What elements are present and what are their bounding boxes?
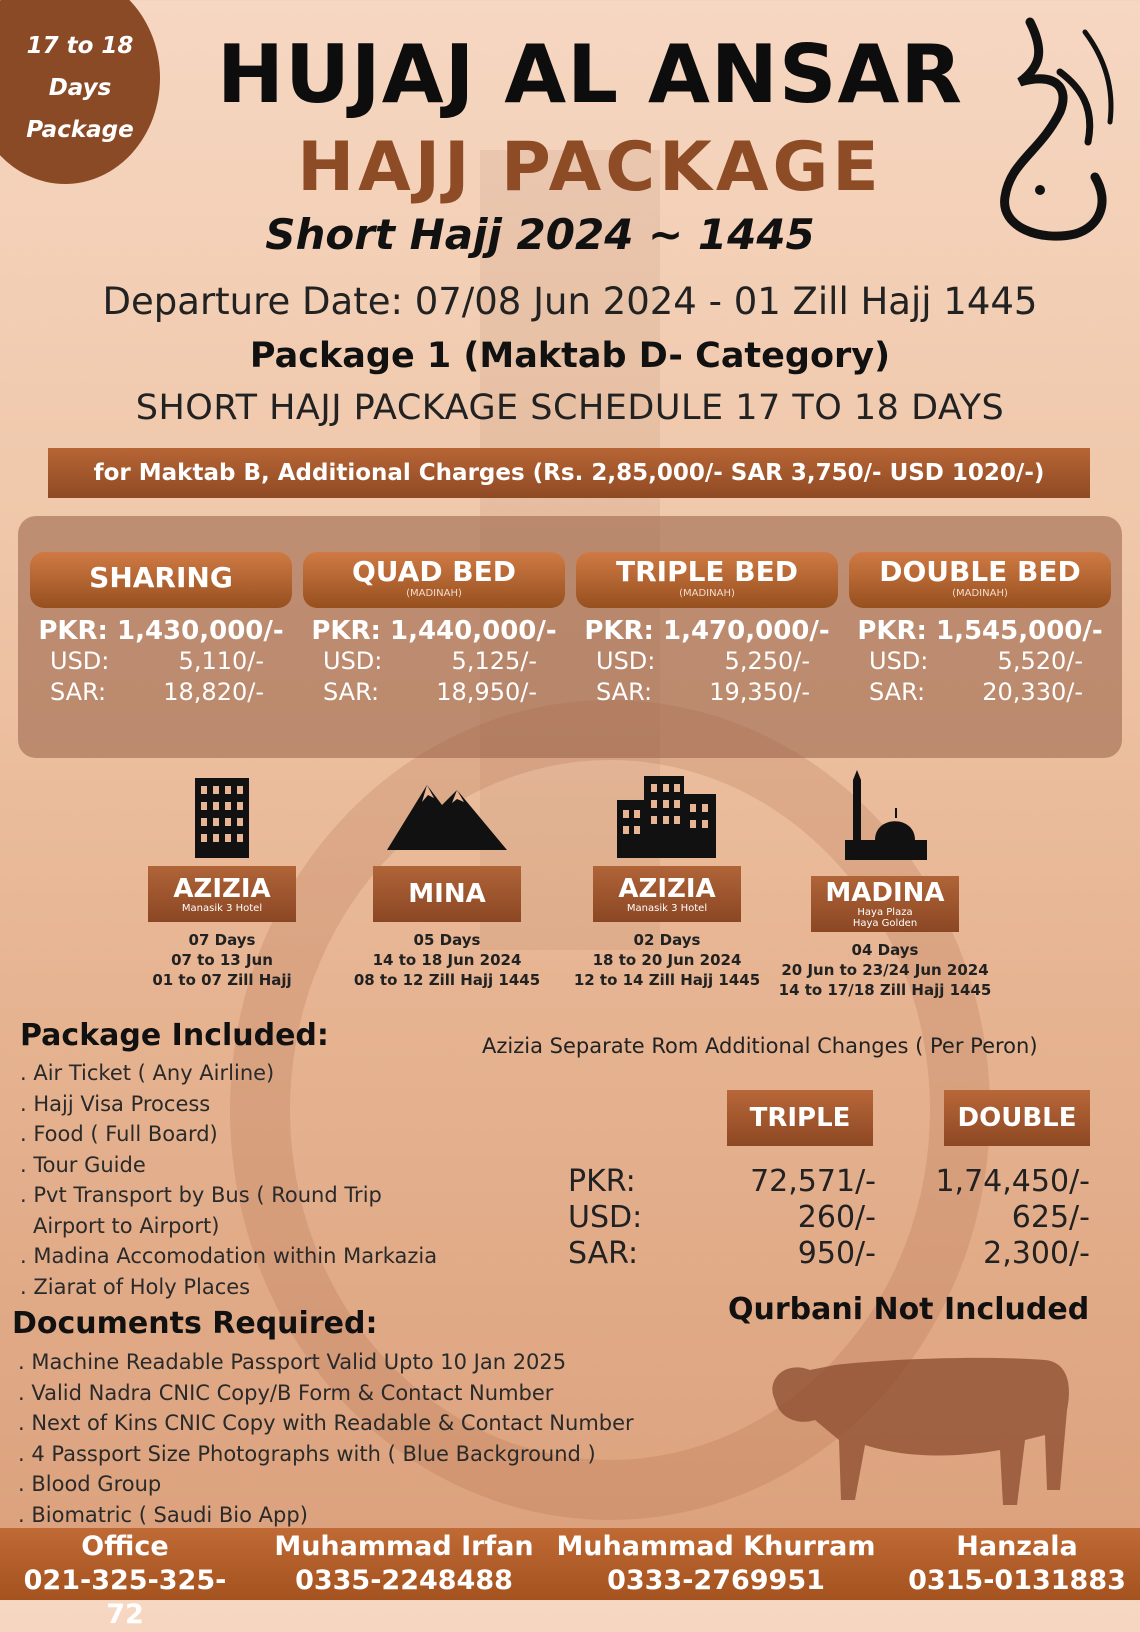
price-sar: 18,820/- xyxy=(163,678,264,706)
price-pkr: PKR: 1,470,000/- xyxy=(584,616,830,646)
contact-name: Muhammad Khurram xyxy=(556,1531,876,1562)
price-usd: 5,125/- xyxy=(451,647,537,675)
price-sar: 19,350/- xyxy=(709,678,810,706)
list-item: . Madina Accomodation within Markazia xyxy=(20,1244,438,1268)
location-label xyxy=(148,866,296,922)
sar-label: SAR: xyxy=(323,678,380,706)
buildings-icon xyxy=(612,770,722,860)
price-sar: 18,950/- xyxy=(436,678,537,706)
package-included-heading: Package Included: xyxy=(20,1018,329,1053)
location-azizia-1 xyxy=(112,770,332,990)
contact-hanzala xyxy=(900,1530,1134,1598)
location-dates: 14 to 18 Jun 2024 xyxy=(372,951,522,969)
usd-label: USD: xyxy=(323,647,383,675)
double-values xyxy=(900,1164,1090,1272)
location-name: MADINA xyxy=(825,878,945,908)
contact-irfan xyxy=(268,1530,540,1598)
price-card-double xyxy=(849,552,1111,742)
list-item: . Pvt Transport by Bus ( Round Trip xyxy=(20,1183,382,1207)
departure-date: Departure Date: 07/08 Jun 2024 - 01 Zill Hajj 1445 xyxy=(102,280,1038,323)
building-icon xyxy=(177,770,267,860)
location-hotel: Manasik 3 Hotel xyxy=(626,902,708,914)
price-usd: 5,520/- xyxy=(997,647,1083,675)
contact-name: Hanzala xyxy=(956,1531,1078,1562)
location-dates: 07 to 13 Jun xyxy=(171,951,273,969)
list-item: . 4 Passport Size Photographs with ( Blue Background ) xyxy=(18,1441,596,1466)
price-pkr: PKR: 1,430,000/- xyxy=(38,616,284,646)
azizia-room-heading: Azizia Separate Rom Additional Changes ( Per Peron) xyxy=(482,1034,1038,1058)
price-card-header xyxy=(303,552,565,608)
price-card-header xyxy=(576,552,838,608)
location-days: 07 Days xyxy=(188,931,256,949)
location-name: AZIZIA xyxy=(618,873,716,904)
sar-label: SAR: xyxy=(50,678,107,706)
location-hotel-2: Haya Golden xyxy=(852,918,918,929)
location-hijri-dates: 14 to 17/18 Zill Hajj 1445 xyxy=(778,981,992,999)
contact-phone[interactable]: 0315-0131883 xyxy=(908,1565,1126,1596)
list-item: . Air Ticket ( Any Airline) xyxy=(20,1061,275,1085)
mosque-icon xyxy=(835,770,935,870)
usd-label: USD: xyxy=(596,647,656,675)
contact-name: Office xyxy=(81,1531,169,1562)
room-type: SHARING xyxy=(89,561,233,594)
qurbani-note: Qurbani Not Included xyxy=(728,1292,1090,1327)
list-item: Airport to Airport) xyxy=(33,1213,220,1238)
mountain-icon xyxy=(382,770,512,860)
room-location: (MADINAH) xyxy=(679,588,735,599)
maktab-additional-charges: for Maktab B, Additional Charges (Rs. 2,85,000/- SAR 3,750/- USD 1020/-) xyxy=(48,448,1090,498)
price-usd: 5,110/- xyxy=(178,647,264,675)
room-type: QUAD BED xyxy=(351,555,517,588)
documents-required-list xyxy=(18,1347,634,1530)
package-category: Package 1 (Maktab D- Category) xyxy=(249,336,891,376)
package-included-list xyxy=(20,1058,437,1302)
location-hijri-dates: 01 to 07 Zill Hajj xyxy=(152,971,292,989)
triple-value: 260/- xyxy=(797,1200,876,1235)
currency-label: SAR: xyxy=(568,1236,639,1271)
price-pkr: PKR: 1,545,000/- xyxy=(857,616,1103,646)
price-pkr: PKR: 1,440,000/- xyxy=(311,616,557,646)
badge-line-1: 17 to 18 xyxy=(26,33,134,59)
badge-line-2: Days xyxy=(48,75,112,101)
list-item: . Tour Guide xyxy=(20,1152,146,1177)
double-value: 2,300/- xyxy=(983,1236,1090,1271)
price-card-quad xyxy=(303,552,565,742)
usd-label: USD: xyxy=(869,647,929,675)
location-label xyxy=(373,866,521,922)
location-name: MINA xyxy=(408,879,486,909)
room-type: DOUBLE BED xyxy=(879,555,1081,588)
location-hotel: Haya Plaza xyxy=(857,907,913,918)
triple-value: 72,571/- xyxy=(750,1164,876,1199)
room-type: TRIPLE BED xyxy=(615,555,799,588)
list-item: . Machine Readable Passport Valid Upto 10 Jan 2025 xyxy=(18,1350,567,1374)
currency-label: PKR: xyxy=(568,1164,636,1199)
company-title: HUJAJ AL ANSAR xyxy=(217,28,963,121)
list-item: . Next of Kins CNIC Copy with Readable & Contact Number xyxy=(18,1411,634,1435)
location-madina xyxy=(775,770,995,1000)
badge-line-3: Package xyxy=(26,117,134,143)
price-card-header xyxy=(30,552,292,608)
price-card-header xyxy=(849,552,1111,608)
documents-required-heading: Documents Required: xyxy=(12,1306,378,1341)
contact-phone[interactable]: 0335-2248488 xyxy=(295,1565,513,1596)
price-sar: 20,330/- xyxy=(982,678,1083,706)
triple-values xyxy=(700,1164,876,1272)
package-title: HAJJ PACKAGE xyxy=(297,128,883,207)
list-item: . Food ( Full Board) xyxy=(20,1122,218,1146)
price-card-triple xyxy=(576,552,838,742)
currency-label: USD: xyxy=(568,1200,643,1235)
contact-khurram xyxy=(556,1530,876,1598)
room-location: (MADINAH) xyxy=(406,588,462,599)
currency-labels xyxy=(568,1164,642,1272)
contact-phone[interactable]: 0333-2769951 xyxy=(607,1565,825,1596)
double-value: 625/- xyxy=(1011,1200,1090,1235)
tagline: Short Hajj 2024 ~ 1445 xyxy=(265,210,815,259)
room-location: (MADINAH) xyxy=(952,588,1008,599)
list-item: . Biomatric ( Saudi Bio App) xyxy=(18,1502,308,1527)
location-label xyxy=(593,866,741,922)
price-usd: 5,250/- xyxy=(724,647,810,675)
location-hijri-dates: 12 to 14 Zill Hajj 1445 xyxy=(573,971,761,989)
location-hotel: Manasik 3 Hotel xyxy=(181,902,263,914)
list-item: . Ziarat of Holy Places xyxy=(20,1274,251,1299)
location-days: 02 Days xyxy=(633,931,701,949)
double-value: 1,74,450/- xyxy=(935,1164,1090,1199)
list-item: . Valid Nadra CNIC Copy/B Form & Contact Number xyxy=(18,1380,554,1405)
location-azizia-2 xyxy=(557,770,777,990)
price-card-sharing xyxy=(30,552,292,742)
location-mina xyxy=(337,770,557,990)
cow-icon xyxy=(755,1340,1085,1520)
location-days: 04 Days xyxy=(851,941,919,959)
list-item: . Hajj Visa Process xyxy=(20,1091,211,1116)
location-days: 05 Days xyxy=(413,931,481,949)
contact-office xyxy=(10,1530,240,1632)
sar-label: SAR: xyxy=(596,678,653,706)
location-hijri-dates: 08 to 12 Zill Hajj 1445 xyxy=(353,971,541,989)
package-schedule: SHORT HAJJ PACKAGE SCHEDULE 17 TO 18 DAYS xyxy=(135,388,1005,428)
list-item: . Blood Group xyxy=(18,1472,162,1496)
contact-name: Muhammad Irfan xyxy=(274,1531,534,1562)
triple-value: 950/- xyxy=(797,1236,876,1271)
location-name: AZIZIA xyxy=(173,873,271,904)
sar-label: SAR: xyxy=(869,678,926,706)
usd-label: USD: xyxy=(50,647,110,675)
location-dates: 18 to 20 Jun 2024 xyxy=(592,951,742,969)
location-dates: 20 Jun to 23/24 Jun 2024 xyxy=(781,961,989,979)
contact-phone[interactable]: 021-325-325-72 xyxy=(23,1565,227,1630)
location-label xyxy=(811,876,959,932)
double-header: DOUBLE xyxy=(944,1090,1090,1146)
triple-header: TRIPLE xyxy=(727,1090,873,1146)
duration-badge xyxy=(0,0,160,184)
